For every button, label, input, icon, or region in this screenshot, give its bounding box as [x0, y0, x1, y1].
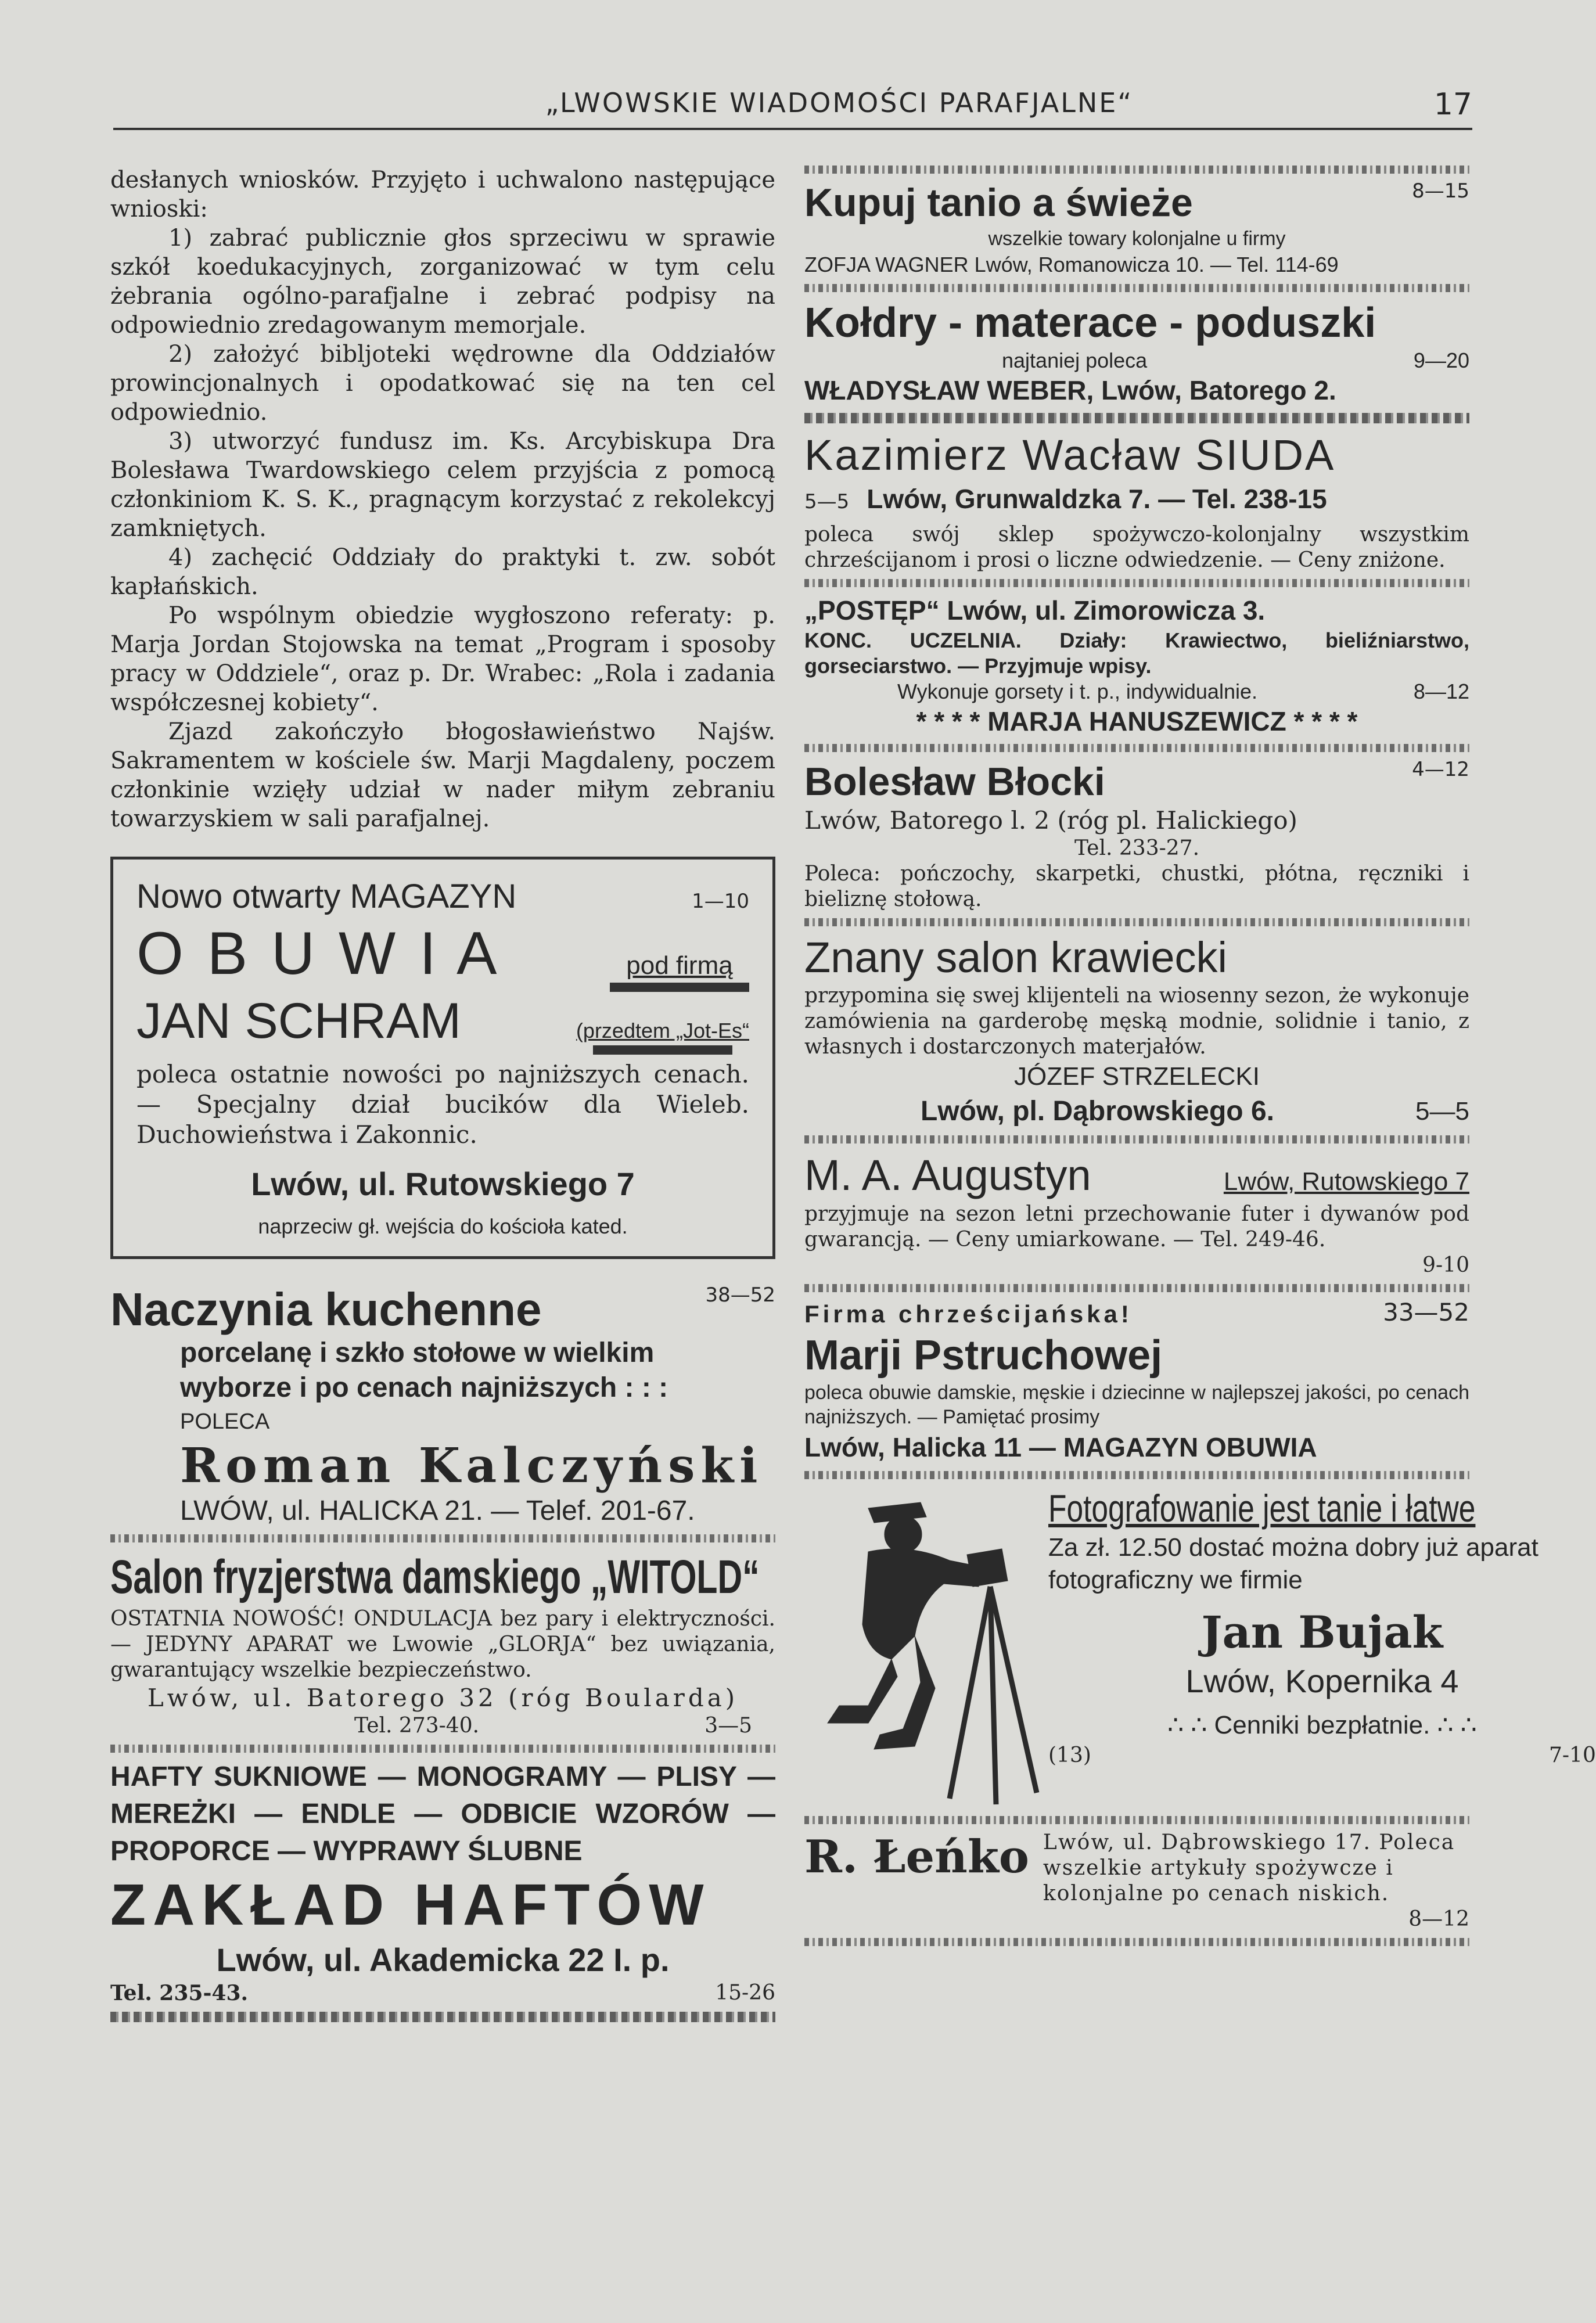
- ad-hafty-tel: Tel. 235-43.: [110, 1981, 249, 2005]
- ornament-divider: [110, 2012, 775, 2022]
- ad-krawiecki: [804, 932, 1469, 1130]
- ornament-divider: [804, 1471, 1469, 1479]
- ad-siuda: [804, 429, 1469, 573]
- ornament-divider: [804, 1938, 1469, 1946]
- ad-magazyn-name: JAN SCHRAM: [136, 993, 462, 1049]
- ad-code: 1—10: [692, 890, 749, 913]
- ad-naczynia-title: Naczynia kuchenne: [110, 1283, 542, 1335]
- article-paragraph: 4) zachęcić Oddziały do praktyki t. zw. sobót kapłańskich.: [110, 544, 775, 600]
- article-paragraph: 2) założyć bibljoteki wędrowne dla Oddziałów prowincjonalnych i opodatkować się na ten cel odpowiednio.: [110, 341, 775, 426]
- ornament-divider: [804, 1816, 1469, 1824]
- ad-code: 5—5: [804, 490, 850, 513]
- photographer-illustration: [804, 1485, 1048, 1810]
- ad-blocki-address: Lwów, Batorego l. 2 (róg pl. Halickiego): [804, 806, 1297, 835]
- ad-pstruch-desc: poleca obuwie damskie, męskie i dziecinne w najlepszej jakości, po cenach najniższych. — Pamiętać prosimy: [804, 1382, 1469, 1428]
- ad-bujak-line1: Za zł. 12.50 dostać można dobry już aparat fotograficzny we firmie: [1048, 1533, 1539, 1594]
- right-column: [804, 166, 1596, 1952]
- ad-krawiecki-title: Znany salon krawiecki: [804, 933, 1227, 981]
- ad-magazyn-line1: Nowo otwarty MAGAZYN: [136, 878, 517, 915]
- ad-bujak: [804, 1485, 1596, 1810]
- decorative-bar: [610, 983, 749, 992]
- ad-bujak-cenniki: ∴ ∴ Cenniki bezpłatnie. ∴ ∴: [1167, 1711, 1477, 1739]
- ad-postep-title: „POSTĘP“ Lwów, ul. Zimorowicza 3.: [804, 595, 1266, 625]
- ad-postep-line3: * * * * MARJA HANUSZEWICZ * * * *: [916, 706, 1358, 736]
- ad-magazyn-address: Lwów, ul. Rutowskiego 7: [251, 1166, 635, 1202]
- ad-blocki: [804, 758, 1469, 912]
- article-paragraph: desłanych wniosków. Przyjęto i uchwalono następujące wnioski:: [110, 167, 775, 222]
- ad-bujak-title: Fotografowanie jest tanie i łatwe: [1048, 1487, 1476, 1530]
- ad-code: 5—5: [1415, 1097, 1469, 1125]
- ad-pstruchowej: [804, 1298, 1469, 1465]
- ad-krawiecki-address: Lwów, pl. Dąbrowskiego 6.: [921, 1096, 1274, 1127]
- ornament-divider: [804, 1284, 1469, 1292]
- ad-salon-line1: OSTATNIA NOWOŚĆ! ONDULACJA bez pary i elektryczności. — JEDYNY APARAT we Lwowie „GLORJA“ bez uwiązania, gwarantujący wszelkie bezpieczeństwo.: [110, 1607, 775, 1682]
- ad-pstruch-title: Marji Pstruchowej: [804, 1332, 1163, 1379]
- ad-koldry-title: Kołdry - materace - poduszki: [804, 300, 1376, 346]
- ad-magazyn-obuwia: [110, 857, 775, 1259]
- ad-augustyn-desc: przyjmuje na sezon letni przechowanie futer i dywanów pod gwarancją. — Ceny umiarkowane. — Tel. 249-46.: [804, 1202, 1469, 1252]
- ornament-divider: [804, 918, 1469, 926]
- ad-pstruch-line1: Firma chrześcijańska!: [804, 1300, 1133, 1328]
- ad-koldry-line2: WŁADYSŁAW WEBER, Lwów, Batorego 2.: [804, 375, 1336, 405]
- ad-magazyn-desc: poleca ostatnie nowości po najniższych cenach. — Specjalny dział bucików dla Wieleb. Duchowieństwa i Zakonnic.: [136, 1060, 749, 1149]
- ad-code: 38—52: [705, 1283, 775, 1307]
- ad-siuda-address: Lwów, Grunwaldzka 7. — Tel. 238-15: [867, 484, 1327, 514]
- ad-naczynia-line2: wyborze i po cenach najniższych : : :: [180, 1372, 668, 1403]
- ad-bujak-address: Lwów, Kopernika 4: [1185, 1663, 1459, 1699]
- ad-krawiecki-desc: przypomina się swej klijenteli na wiosenny sezon, że wykonuje zamówienia na garderobę męską modnie, solidnie i tanio, z własnych i dostarczonych materjałów.: [804, 984, 1469, 1059]
- ad-code: 9-10: [1422, 1253, 1469, 1277]
- ornament-divider: [804, 284, 1469, 292]
- ad-kupuj-title: Kupuj tanio a świeże: [804, 181, 1193, 225]
- ad-code: 3—5: [704, 1714, 752, 1738]
- ad-augustyn-title: M. A. Augustyn: [804, 1151, 1091, 1199]
- ad-lenko-line1: Lwów, ul. Dąbrowskiego 17. Poleca wszelkie artykuły spożywcze i kolonjalne po cenach niskich.: [1043, 1831, 1455, 1905]
- ad-koldry-line1: najtaniej poleca: [1002, 348, 1148, 372]
- ad-postep-line2: Wykonuje gorsety i t. p., indywidualnie.: [897, 679, 1257, 703]
- ornament-divider: [110, 1745, 775, 1753]
- ad-siuda-desc: poleca swój sklep spożywczo-kolonjalny wszystkim chrześcijanom i prosi o liczne odwiedzenie. — Ceny zniżone.: [804, 523, 1469, 572]
- ad-augustyn: [804, 1149, 1469, 1278]
- article-paragraph: 1) zabrać publicznie głos sprzeciwu w sprawie szkół koedukacyjnych, zorganizować w tym celu żebrania ogólno-parafjalne i zebrać podpisy na odpowiednio zredagowanym memorjale.: [110, 225, 775, 339]
- ad-koldry: [804, 298, 1469, 407]
- ad-postep: [804, 593, 1469, 738]
- ad-bujak-num: (13): [1048, 1743, 1091, 1767]
- ad-code: 7-10: [1548, 1743, 1596, 1767]
- ornament-divider: [804, 579, 1469, 587]
- ornament-divider: [804, 166, 1469, 174]
- article-paragraph: Zjazd zakończyło błogosławieństwo Najśw. Sakramentem w kościele św. Marji Magdaleny, poczem członkinie wzięły udział w nader miłym zebraniu towarzyskiem w sali parafjalnej.: [110, 718, 775, 832]
- ad-code: 9—20: [1413, 348, 1469, 372]
- ad-magazyn-obuwia-title: O B U W I A: [136, 920, 501, 987]
- ad-bujak-name: Jan Bujak: [1201, 1606, 1443, 1658]
- ad-blocki-title: Bolesław Błocki: [804, 760, 1105, 804]
- running-header: [113, 87, 1472, 130]
- ad-code: 4—12: [1412, 758, 1469, 781]
- ad-blocki-desc: Poleca: pończochy, skarpetki, chustki, płótna, ręczniki i bieliznę stołową.: [804, 862, 1469, 911]
- ad-augustyn-address: Lwów, Rutowskiego 7: [1223, 1167, 1469, 1196]
- left-column: [110, 166, 775, 2028]
- ad-naczynia-address: LWÓW, ul. HALICKA 21. — Telef. 201-67.: [180, 1495, 695, 1526]
- article-paragraph: 3) utworzyć fundusz im. Ks. Arcybiskupa Dra Bolesława Twardowskiego celem przyjścia z pomocą członkiniom K. S. K., pragnącym korzystać z rekolekcyj zamkniętych.: [110, 428, 775, 542]
- ad-lenko-name: R. Łeńko: [804, 1831, 1029, 1883]
- ad-pstruch-address: Lwów, Halicka 11 — MAGAZYN OBUWIA: [804, 1432, 1317, 1462]
- ad-kupuj-line2: ZOFJA WAGNER Lwów, Romanowicza 10. — Tel. 114-69: [804, 253, 1339, 276]
- ad-siuda-title: Kazimierz Wacław SIUDA: [804, 431, 1336, 479]
- ornament-divider: [804, 413, 1469, 423]
- ad-kupuj-line1: wszelkie towary kolonjalne u firmy: [988, 228, 1286, 250]
- ad-salon-address: Lwów, ul. Batorego 32 (róg Boularda): [147, 1684, 739, 1712]
- ad-code: 15-26: [715, 1981, 775, 2005]
- page-number: 17: [1433, 87, 1472, 122]
- ad-lenko: [804, 1830, 1469, 1932]
- article-text: [110, 166, 775, 833]
- ad-magazyn-przedtem: (przedtem „Jot-Es“: [576, 1019, 749, 1042]
- ad-code: 33—52: [1383, 1298, 1469, 1326]
- ad-kupuj: [804, 179, 1469, 278]
- ad-blocki-tel: Tel. 233-27.: [1074, 836, 1200, 860]
- ad-naczynia: [110, 1283, 775, 1529]
- ad-postep-line1: KONC. UCZELNIA. Działy: Krawiectwo, bieliźniarstwo, gorseciarstwo. — Przyjmuje wpisy.: [804, 628, 1469, 678]
- ad-magazyn-pod-firma: pod firmą: [626, 951, 733, 980]
- ad-krawiecki-name: JÓZEF STRZELECKI: [1014, 1062, 1260, 1091]
- ornament-divider: [110, 1534, 775, 1542]
- ad-magazyn-note: naprzeciw gł. wejścia do kościoła kated.: [258, 1214, 628, 1238]
- decorative-bar: [593, 1045, 732, 1055]
- running-title: „LWOWSKIE WIADOMOŚCI PARAFJALNE“: [545, 87, 1134, 118]
- ad-naczynia-line1: porcelanę i szkło stołowe w wielkim: [180, 1337, 655, 1368]
- ad-naczynia-poleca: POLECA: [180, 1409, 270, 1434]
- ad-salon-witold: [110, 1548, 775, 1739]
- ad-salon-tel: Tel. 273-40.: [354, 1714, 480, 1738]
- article-paragraph: Po wspólnym obiedzie wygłoszono referaty: p. Marja Jordan Stojowska na temat „Program i sposoby pracy w Oddziele“, oraz p. Dr. Wrabec: „Rola i zadania współczesnej kobiety“.: [110, 602, 775, 716]
- ad-code: 8—12: [1413, 679, 1469, 703]
- ad-code: 8—12: [1408, 1907, 1469, 1931]
- ad-salon-title: Salon fryzjerstwa damskiego „WITOLD“: [110, 1551, 760, 1603]
- ad-naczynia-name: Roman Kalczyński: [180, 1438, 764, 1494]
- ad-hafty-address: Lwów, ul. Akademicka 22 I. p.: [216, 1941, 670, 1978]
- ad-zaklad-haftow: [110, 1759, 775, 2006]
- ad-code: 8—15: [1412, 179, 1469, 203]
- ornament-divider: [804, 1135, 1469, 1143]
- ornament-divider: [804, 744, 1469, 752]
- ad-hafty-line1: HAFTY SUKNIOWE — MONOGRAMY — PLISY — MEREŻKI — ENDLE — ODBICIE WZORÓW — PROPORCE — WYPRAWY ŚLUBNE: [110, 1761, 775, 1867]
- ad-hafty-title: ZAKŁAD HAFTÓW: [110, 1872, 711, 1937]
